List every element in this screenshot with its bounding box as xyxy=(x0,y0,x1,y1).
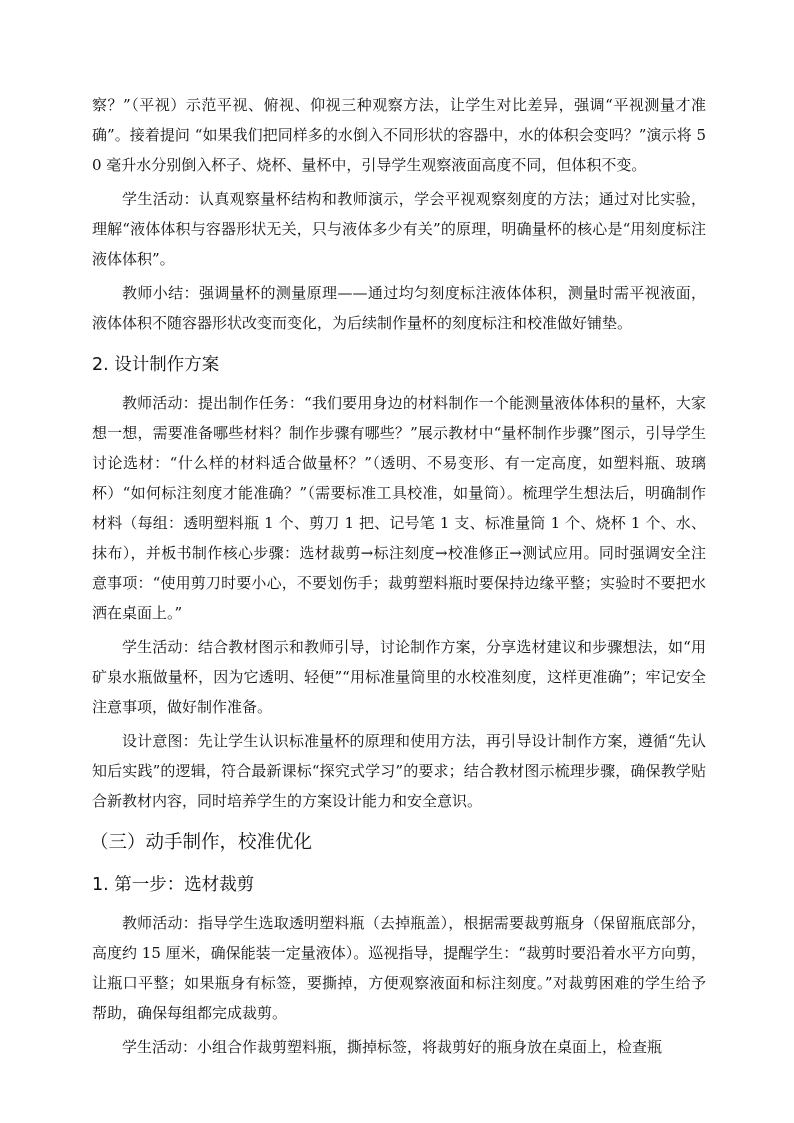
heading-section-3: （三）动手制作，校准优化 xyxy=(90,832,313,853)
paragraph-observation-demo: 察？”（平视）示范平视、俯视、仰视三种观察方法，让学生对比差异，强调“平视测量才准确”。接着提问 “如果我们把同样多的水倒入不同形状的容器中，水的体积会变吗？”演示将 50 毫升水分别倒入杯子、烧杯、量杯中，引导学生观察液面高度不同，但体积不变。 xyxy=(92,96,706,174)
paragraph-design-intent: 设计意图：先让学生认识标准量杯的原理和使用方法，再引导设计制作方案，遵循“先认知后实践”的逻辑，符合最新课标“探究式学习”的要求；结合教材图示梳理步骤，确保教学贴合新教材内容，同时培养学生的方案设计能力和安全意识。 xyxy=(92,732,706,810)
paragraph-teacher-summary: 教师小结：强调量杯的测量原理——通过均匀刻度标注液体体积，测量时需平视液面，液体体积不随容器形状改变而变化，为后续制作量杯的刻度标注和校准做好铺垫。 xyxy=(92,284,706,332)
paragraph-teacher-activity-design: 教师活动：提出制作任务：“我们要用身边的材料制作一个能测量液体体积的量杯，大家想一想，需要准备哪些材料？制作步骤有哪些？”展示教材中“量杯制作步骤”图示，引导学生讨论选材：“什么样的材料适合做量杯？”（透明、不易变形、有一定高度，如塑料瓶、玻璃杯）“如何标注刻度才能准确？”（需要标准工具校准，如量筒）。梳理学生想法后，明确制作材料（每组：透明塑料瓶 1 个、剪刀 1 把、记号笔 1 支、标准量筒 1 个、烧杯 1 个、水、抹布），并板书制作核心步骤：选材裁剪→标注刻度→校准修正→测试应用。同时强调安全注意事项：“使用剪刀时要小心，不要划伤手；裁剪塑料瓶时要保持边缘平整；实验时不要把水洒在桌面上。” xyxy=(92,394,706,622)
heading-step-1: 1. 第一步：选材裁剪 xyxy=(92,875,255,895)
document-body xyxy=(92,90,706,1062)
paragraph-student-activity-2: 学生活动：结合教材图示和教师引导，讨论制作方案，分享选材建议和步骤想法，如“用矿泉水瓶做量杯，因为它透明、轻便”“用标准量筒里的水校准刻度，这样更准确”；牢记安全注意事项，做好制作准备。 xyxy=(92,638,706,716)
paragraph-teacher-activity-cutting: 教师活动：指导学生选取透明塑料瓶（去掉瓶盖），根据需要裁剪瓶身（保留瓶底部分，高度约 15 厘米，确保能装一定量液体）。巡视指导，提醒学生：“裁剪时要沿着水平方向剪，让瓶口平整；如果瓶身有标签，要撕掉，方便观察液面和标注刻度。”对裁剪困难的学生给予帮助，确保每组都完成裁剪。 xyxy=(92,914,706,1022)
heading-design-plan: 2. 设计制作方案 xyxy=(92,355,220,375)
paragraph-student-activity-1: 学生活动：认真观察量杯结构和教师演示，学会平视观察刻度的方法；通过对比实验，理解“液体体积与容器形状无关，只与液体多少有关”的原理，明确量杯的核心是“用刻度标注液体体积”。 xyxy=(92,190,706,268)
paragraph-student-activity-3: 学生活动：小组合作裁剪塑料瓶，撕掉标签，将裁剪好的瓶身放在桌面上，检查瓶 xyxy=(122,1038,663,1056)
